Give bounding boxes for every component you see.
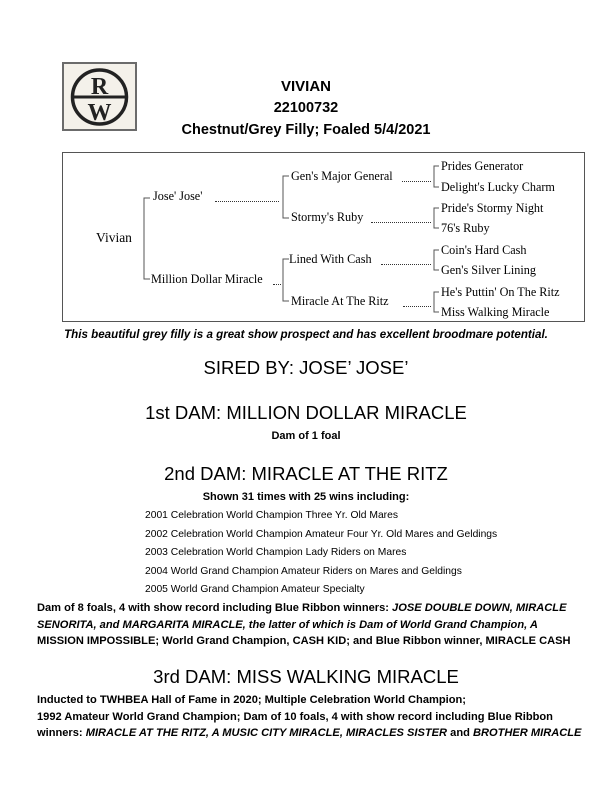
pedigree-dam-sire: Lined With Cash: [289, 252, 372, 266]
paragraph-line: [37, 725, 585, 742]
paragraph-text: winners:: [37, 727, 86, 739]
pedigree-ggp: Pride's Stormy Night: [441, 201, 544, 215]
pedigree-sire-sire: Gen's Major General: [291, 169, 393, 183]
pedigree-sire-dam: Stormy's Ruby: [291, 210, 364, 224]
paragraph-line: Inducted to TWHBEA Hall of Fame in 2020; Multiple Celebration World Champion;: [37, 694, 466, 706]
second-dam-paragraph: [37, 600, 585, 650]
pedigree-dots: [215, 201, 279, 202]
horse-name: VIVIAN: [280, 78, 331, 95]
pedigree-dots: [371, 222, 431, 223]
pedigree-ggp: He's Puttin' On The Ritz: [441, 285, 560, 299]
pedigree-ggp: Prides Generator: [441, 159, 524, 173]
list-item: 2003 Celebration World Champion Lady Riders on Mares: [145, 547, 407, 558]
pedigree-dam-dam: Miracle At The Ritz: [291, 294, 389, 308]
list-item: 2001 Celebration World Champion Three Yr. Old Mares: [145, 510, 398, 521]
third-dam-paragraph: [37, 692, 585, 742]
pedigree-ggp: Gen's Silver Lining: [441, 263, 536, 277]
list-item: 2005 World Grand Champion Amateur Specialty: [145, 584, 365, 595]
pedigree-dam: Million Dollar Miracle: [151, 272, 263, 286]
pedigree-dots: [381, 264, 431, 265]
pedigree-ggp: 76's Ruby: [441, 221, 490, 235]
sired-by-heading: SIRED BY: JOSE’ JOSE’: [203, 357, 409, 378]
paragraph-text: Dam of 8 foals, 4 with show record including Blue Ribbon winners:: [37, 602, 393, 614]
pedigree-sire: Jose' Jose': [153, 189, 203, 203]
registration-number: 22100732: [273, 100, 339, 116]
list-item: 2004 World Grand Champion Amateur Riders on Mares and Geldings: [145, 565, 462, 577]
pedigree-dots: [273, 284, 281, 285]
paragraph-line: 1992 Amateur World Grand Champion; Dam of 10 foals, 4 with show record including Blue Ribbon: [37, 710, 553, 723]
pedigree-dots: [402, 181, 431, 182]
rw-logo-icon: [64, 64, 135, 129]
tagline: This beautiful grey filly is a great show prospect and has excellent broodmare potential.: [64, 328, 548, 341]
first-dam-heading: 1st DAM: MILLION DOLLAR MIRACLE: [145, 402, 467, 423]
pedigree-horse: Vivian: [96, 230, 132, 245]
horse-description: Chestnut/Grey Filly; Foaled 5/4/2021: [181, 122, 431, 138]
pedigree-chart: [62, 152, 585, 322]
paragraph-text: MISSION IMPOSSIBLE; World Grand Champion, CASH KID; and Blue Ribbon winner, MIRACLE CASH: [37, 635, 571, 647]
paragraph-emphasis: MIRACLE AT THE RITZ, A MUSIC CITY MIRACLE, MIRACLES SISTER: [85, 727, 448, 739]
svg-text:R: R: [90, 74, 109, 100]
paragraph-emphasis: BROTHER MIRACLE: [472, 727, 582, 739]
pedigree-ggp: Delight's Lucky Charm: [441, 180, 555, 194]
first-dam-note: Dam of 1 foal: [271, 430, 341, 442]
pedigree-ggp: Miss Walking Miracle: [441, 305, 550, 319]
list-item: 2002 Celebration World Champion Amateur Four Yr. Old Mares and Geldings: [145, 528, 498, 540]
svg-text:W: W: [87, 100, 112, 126]
third-dam-heading: 3rd DAM: MISS WALKING MIRACLE: [153, 666, 459, 687]
pedigree-dots: [403, 306, 431, 307]
second-dam-wins-list: [145, 507, 497, 600]
paragraph-text: and: [447, 727, 473, 739]
second-dam-note: Shown 31 times with 25 wins including:: [202, 491, 410, 503]
pedigree-ggp: Coin's Hard Cash: [441, 243, 527, 257]
logo: [62, 62, 137, 131]
second-dam-heading: 2nd DAM: MIRACLE AT THE RITZ: [164, 463, 448, 484]
paragraph-emphasis: JOSE DOUBLE DOWN, MIRACLE SENORITA, and MARGARITA MIRACLE, the latter of which is Dam of World Grand Champion, A: [37, 602, 567, 631]
